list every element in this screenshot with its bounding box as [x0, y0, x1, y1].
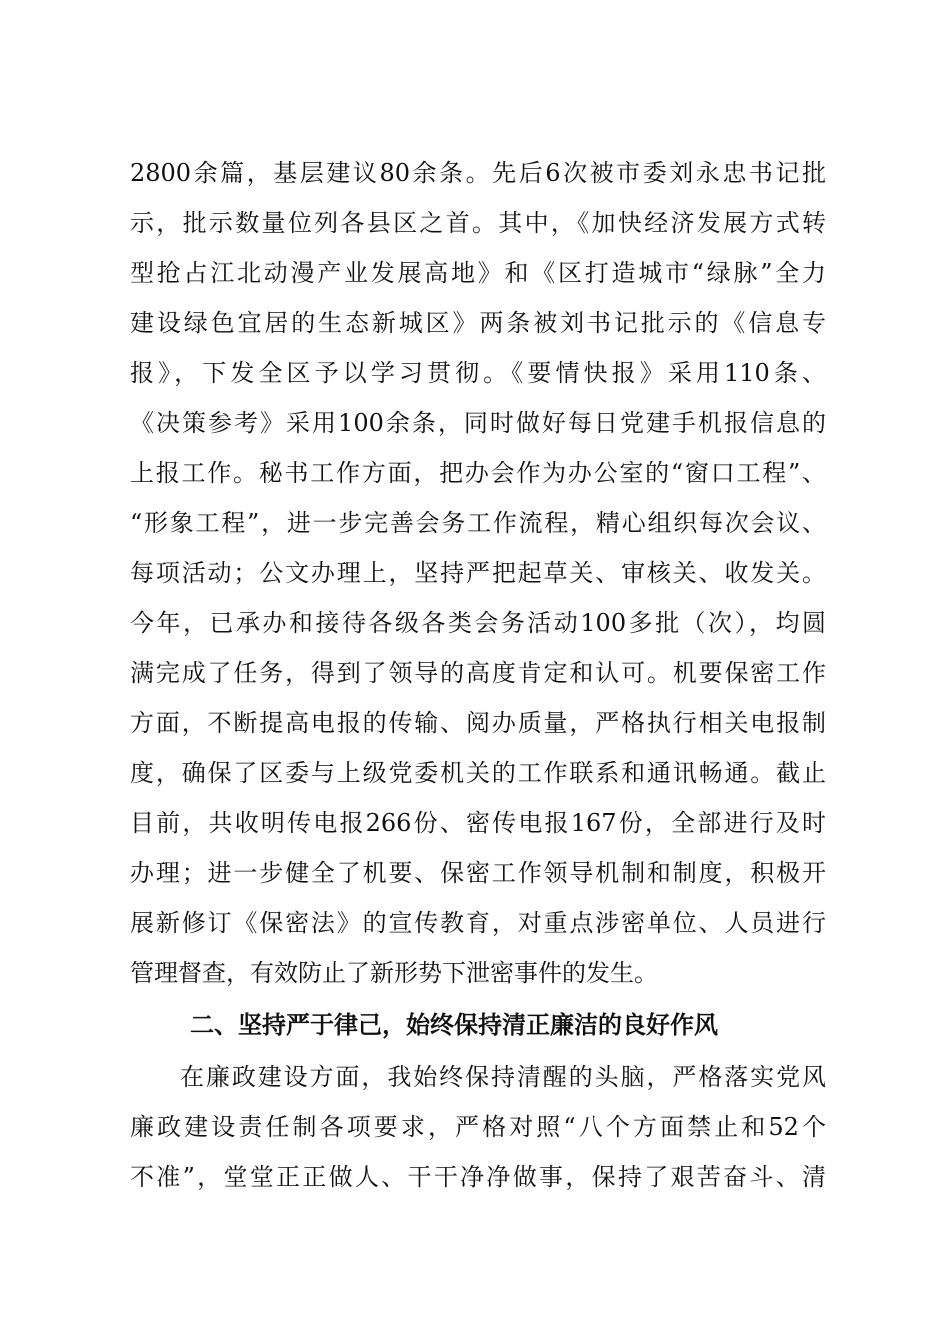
text-line: 满完成了任务，得到了领导的高度肯定和认可。机要保密工作 [130, 659, 826, 687]
text-line: 办理；进一步健全了机要、保密工作领导机制和制度，积极开 [130, 859, 826, 887]
text-line: 目前，共收明传电报266份、密传电报167份，全部进行及时 [130, 809, 826, 837]
text-line: 型抢占江北动漫产业发展高地》和《区打造城市“绿脉”全力 [130, 259, 826, 287]
text-line: 《决策参考》采用100余条，同时做好每日党建手机报信息的 [130, 409, 826, 437]
document-body [130, 148, 826, 1202]
text-line: 方面，不断提高电报的传输、阅办质量，严格执行相关电报制 [130, 709, 826, 737]
paragraph-work-summary [130, 148, 826, 998]
text-line: 2800余篇，基层建议80余条。先后6次被市委刘永忠书记批 [130, 159, 826, 187]
text-line: 今年，已承办和接待各级各类会务活动100多批（次），均圆 [130, 609, 826, 637]
section-heading: 二、坚持严于律己，始终保持清正廉洁的良好作风 [190, 1011, 718, 1039]
text-line: 示，批示数量位列各县区之首。其中，《加快经济发展方式转 [130, 209, 826, 237]
text-line: 在廉政建设方面，我始终保持清醒的头脑，严格落实党风 [180, 1063, 826, 1091]
text-line: 廉政建设责任制各项要求，严格对照“八个方面禁止和52个 [130, 1113, 826, 1141]
paragraph-integrity [130, 1052, 826, 1202]
text-line: 建设绿色宜居的生态新城区》两条被刘书记批示的《信息专 [130, 309, 826, 337]
text-line: “形象工程”，进一步完善会务工作流程，精心组织每次会议、 [130, 509, 826, 537]
text-line: 展新修订《保密法》的宣传教育，对重点涉密单位、人员进行 [130, 909, 826, 937]
text-line: 每项活动；公文办理上，坚持严把起草关、审核关、收发关。 [130, 559, 826, 587]
text-line: 报》，下发全区予以学习贯彻。《要情快报》采用110条、 [130, 359, 826, 387]
text-line: 管理督查，有效防止了新形势下泄密事件的发生。 [130, 959, 658, 987]
text-line: 不准”，堂堂正正做人、干干净净做事，保持了艰苦奋斗、清 [130, 1163, 826, 1191]
text-line: 度，确保了区委与上级党委机关的工作联系和通讯畅通。截止 [130, 759, 826, 787]
text-line: 上报工作。秘书工作方面，把办会作为办公室的“窗口工程”、 [130, 459, 826, 487]
